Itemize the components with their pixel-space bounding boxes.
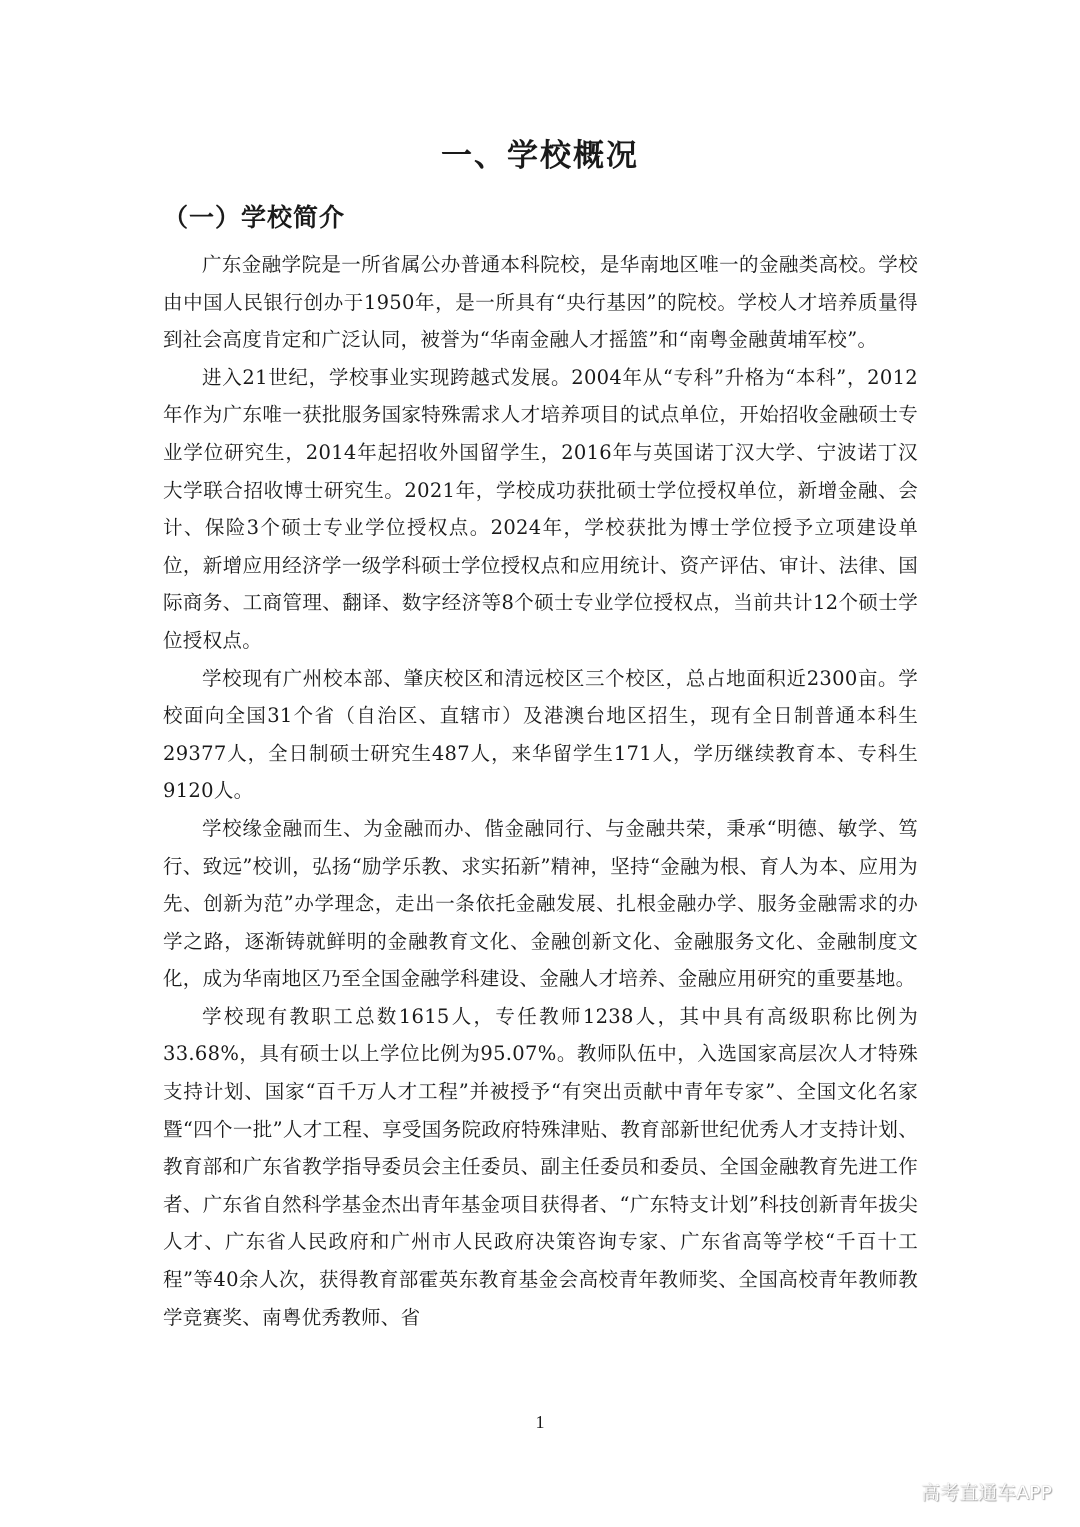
section-title: （一）学校简介 [163, 203, 346, 232]
paragraph-campus: 学校现有广州校本部、肇庆校区和清远校区三个校区，总占地面积近2300亩。学校面向全国31个省（自治区、直辖市）及港澳台地区招生，现有全日制普通本科生29377人，全日制硕士研究生487人，来华留学生171人，学历继续教育本、专科生9120人。 [163, 666, 918, 803]
body-text [163, 246, 918, 1336]
chapter-title: 一、学校概况 [441, 138, 639, 174]
paragraph-faculty: 学校现有教职工总数1615人，专任教师1238人，其中具有高级职称比例为33.68%，具有硕士以上学位比例为95.07%。教师队伍中，入选国家高层次人才特殊支持计划、国家“百千万人才工程”并被授予“有突出贡献中青年专家”、全国文化名家暨“四个一批”人才工程、享受国务院政府特殊津贴、教育部新世纪优秀人才支持计划、教育部和广东省教学指导委员会主任委员、副主任委员和委员、全国金融教育先进工作者、广东省自然科学基金杰出青年基金项目获得者、“广东特支计划”科技创新青年拔尖人才、广东省人民政府和广州市人民政府决策咨询专家、广东省高等学校“千百十工程”等40余人次，获得教育部霍英东教育基金会高校青年教师奖、全国高校青年教师教学竞赛奖、南粤优秀教师、省 [163, 1004, 918, 1329]
page-number: 1 [535, 1412, 545, 1432]
paragraph-history: 进入21世纪，学校事业实现跨越式发展。2004年从“专科”升格为“本科”，2012年作为广东唯一获批服务国家特殊需求人才培养项目的试点单位，开始招收金融硕士专业学位研究生，2014年起招收外国留学生，2016年与英国诺丁汉大学、宁波诺丁汉大学联合招收博士研究生。2021年，学校成功获批硕士学位授权单位，新增金融、会计、保险3个硕士专业学位授权点。2024年，学校获批为博士学位授予立项建设单位，新增应用经济学一级学科硕士学位授权点和应用统计、资产评估、审计、法律、国际商务、工商管理、翻译、数字经济等8个硕士专业学位授权点，当前共计12个硕士学位授权点。 [163, 365, 918, 652]
paragraph-intro: 广东金融学院是一所省属公办普通本科院校，是华南地区唯一的金融类高校。学校由中国人民银行创办于1950年，是一所具有“央行基因”的院校。学校人才培养质量得到社会高度肯定和广泛认同，被誉为“华南金融人才摇篮”和“南粤金融黄埔军校”。 [163, 253, 918, 352]
watermark: 高考直通车APP [921, 1482, 1052, 1504]
paragraph-philosophy: 学校缘金融而生、为金融而办、偕金融同行、与金融共荣，秉承“明德、敏学、笃行、致远”校训，弘扬“励学乐教、求实拓新”精神，坚持“金融为根、育人为本、应用为先、创新为范”办学理念，走出一条依托金融发展、扎根金融办学、服务金融需求的办学之路，逐渐铸就鲜明的金融教育文化、金融创新文化、金融服务文化、金融制度文化，成为华南地区乃至全国金融学科建设、金融人才培养、金融应用研究的重要基地。 [163, 816, 918, 991]
